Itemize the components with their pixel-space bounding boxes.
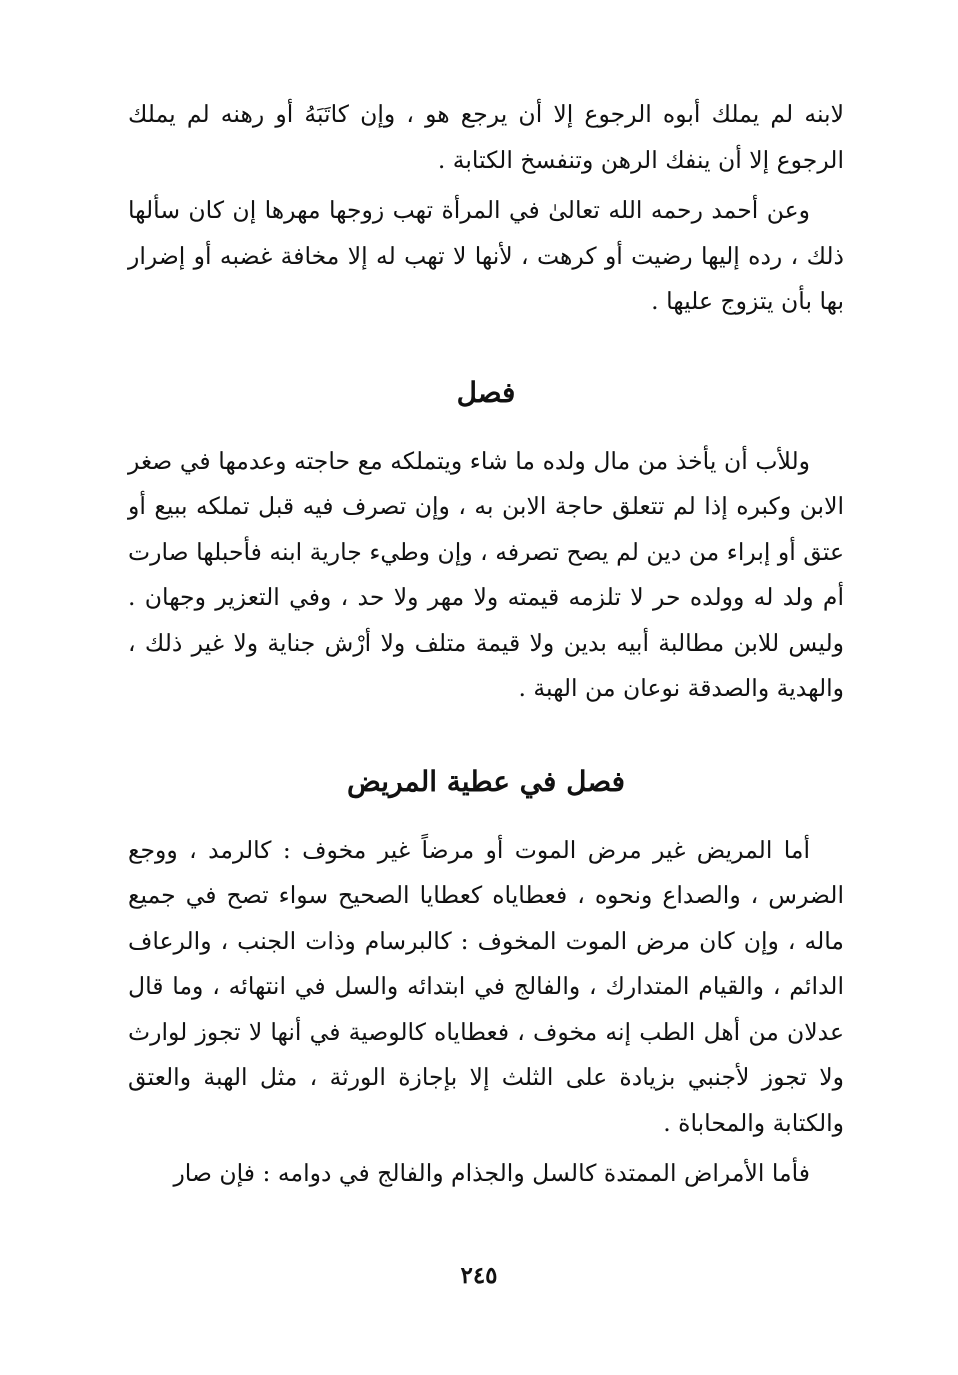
paragraph: لابنه لم يملك أبوه الرجوع إلا أن يرجع هو ، وإن كاتَبَهُ أو رهنه لم يملك الرجوع إلا أن ينفك الرهن وتنفسخ الكتابة .: [128, 100, 844, 174]
paragraph: فأما الأمراض الممتدة كالسل والجذام والفالج في دوامه : فإن صار: [173, 1159, 810, 1187]
section-heading: فصل: [456, 375, 516, 409]
paragraph: أما المريض غير مرض الموت أو مرضاً غير مخوف : كالرمد ، ووجع الضرس ، والصداع ونحوه ، فعطاياه كعطايا الصحيح سواء تصح في جميع ماله ، وإن كان مرض الموت المخوف : كالبرسام وذات الجنب ، والرعاف الدائم ، والقيام المتدارك ، والفالج في ابتدائه والسل في انتهائه ، وما قال عدلان من أهل الطب إنه مخوف ، فعطاياه كالوصية في أنها لا تجوز لوارث ولا تجوز لأجنبي بزيادة على الثلث إلا بإجازة الورثة ، مثل الهبة والعتق والكتابة والمحاباة .: [128, 835, 844, 1137]
paragraph: وعن أحمد رحمه الله تعالىٰ في المرأة تهب زوجها مهرها إن كان سألها ذلك ، رده إليها رضيت أو كرهت ، لأنها لا تهب له إلا مخافة غضبه أو إضرار بها بأن يتزوج عليها .: [128, 196, 844, 315]
section-heading: فصل في عطية المريض: [346, 764, 626, 798]
page-number: ٢٤٥: [460, 1262, 498, 1289]
paragraph: وللأب أن يأخذ من مال ولده ما شاء ويتملكه مع حاجته وعدمها في صغر الابن وكبره إذا لم تتعلق حاجة الابن به ، وإن تصرف فيه قبل تملكه ببيع أو عتق أو إبراء من دين لم يصح تصرفه ، وإن وطيء جارية ابنه فأحبلها صارت أم ولد له وولده حر لا تلزمه قيمته ولا مهر ولا حد ، وفي التعزير وجهان . وليس للابن مطالبة أبيه بدين ولا قيمة متلف ولا أرْش جناية ولا غير ذلك ، والهدية والصدقة نوعان من الهبة .: [128, 446, 844, 702]
page-body: [128, 92, 844, 1197]
